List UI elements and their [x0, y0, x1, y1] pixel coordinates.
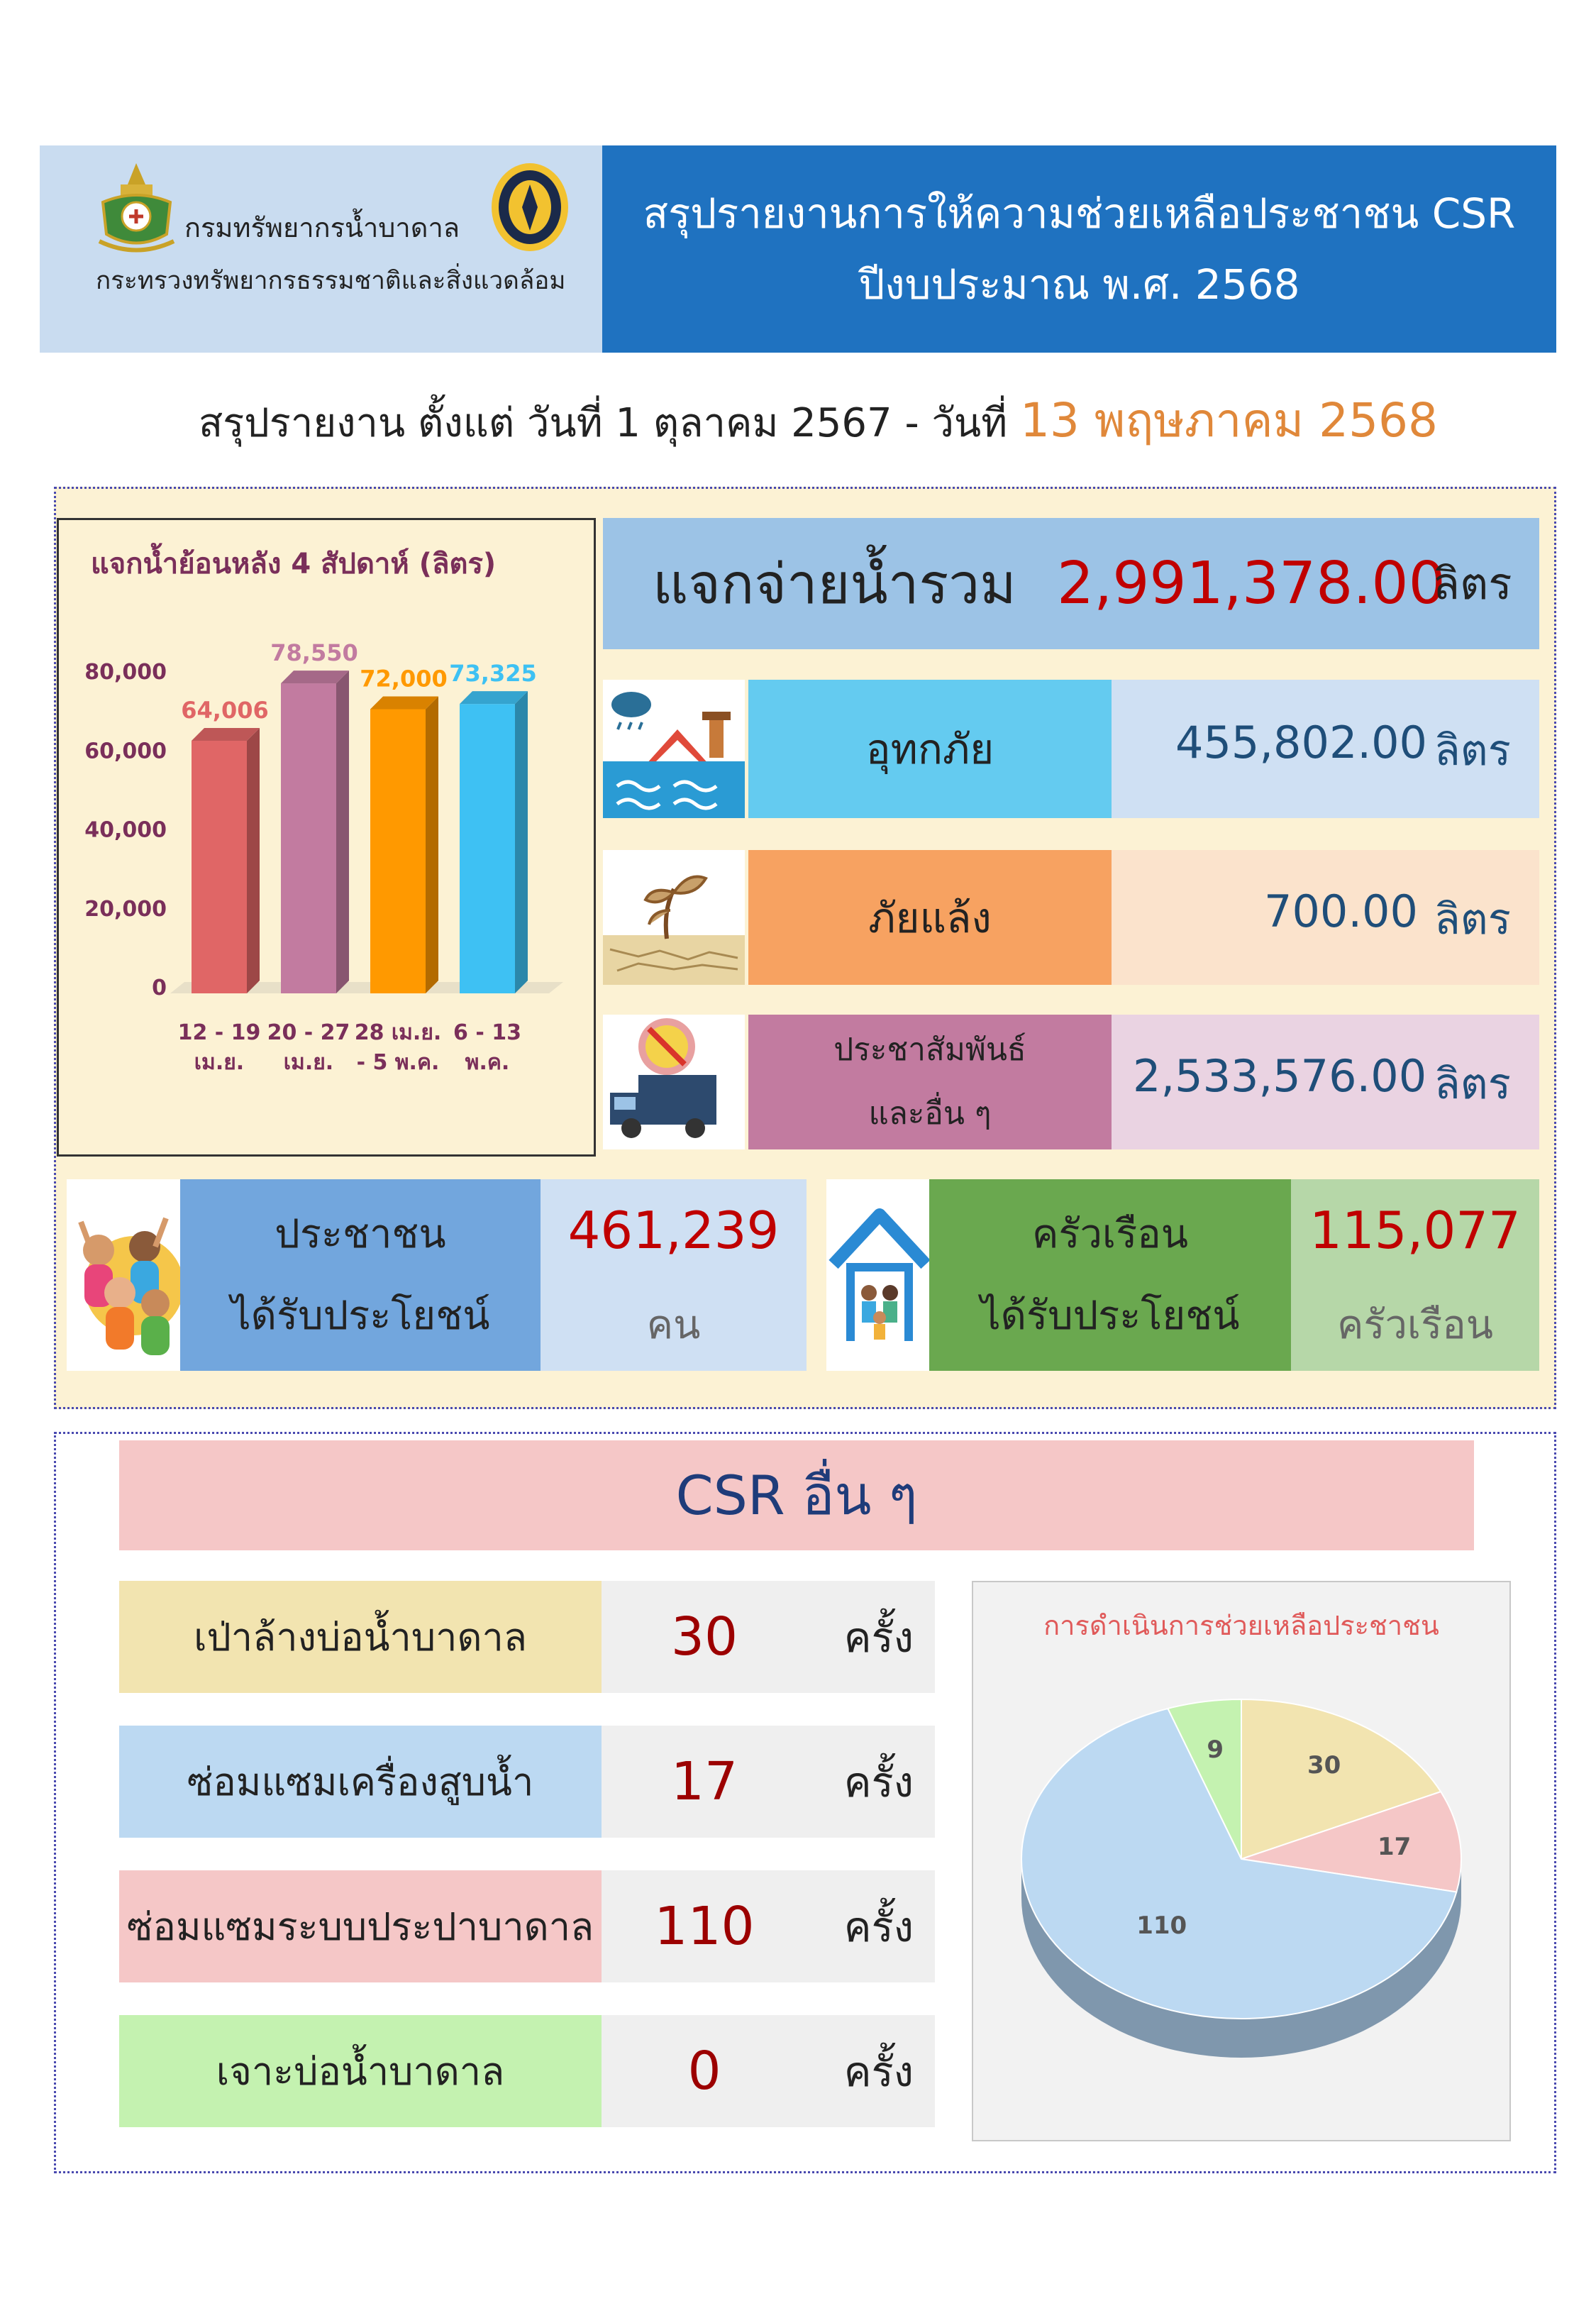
water-truck-icon-box [603, 1015, 745, 1149]
report-period-prefix: สรุปรายงาน ตั้งแต่ วันที่ 1 ตุลาคม 2567 - วันที่ [199, 400, 1008, 446]
x-tick-label: พ.ค. [465, 1050, 510, 1075]
total-distribution-row [603, 518, 1539, 649]
csr-item-value: 110 [602, 1870, 807, 1982]
drought-value: 700.00 [1264, 886, 1418, 937]
people-unit: คน [646, 1302, 701, 1348]
ministry-name: กระทรวงทรัพยากรธรรมชาติและสิ่งแวดล้อม [96, 267, 566, 295]
bar-value-label: 72,000 [360, 665, 448, 693]
household-label-line1: ครัวเรือน [1031, 1211, 1189, 1257]
people-label-line2: ได้รับประโยชน์ [231, 1293, 490, 1339]
csr-title: CSR อื่น ๆ [119, 1440, 1474, 1550]
flood-icon [603, 680, 745, 818]
department-name: กรมทรัพยากรน้ำบาดาล [184, 212, 460, 243]
fiscal-year: ปีงบประมาณ พ.ศ. 2568 [858, 260, 1300, 309]
pr-label-line2: และอื่น ๆ [868, 1096, 992, 1132]
people-icon-box [67, 1179, 180, 1371]
bar [281, 671, 349, 993]
y-tick-label: 20,000 [84, 896, 167, 922]
x-tick-label: เม.ย. [283, 1050, 334, 1075]
pie-value-label: 9 [1207, 1735, 1224, 1764]
x-tick-label: 12 - 19 [177, 1020, 261, 1045]
household-unit: ครัวเรือน [1336, 1302, 1494, 1348]
y-tick-label: 0 [152, 976, 167, 1000]
x-tick-label: 28 เม.ย. [354, 1020, 442, 1045]
pie-value-label: 30 [1307, 1751, 1341, 1780]
csr-item-label: ซ่อมแซมระบบประปาบาดาล [119, 1870, 602, 1982]
header-title-panel [602, 145, 1556, 353]
household-value-cell [1291, 1179, 1539, 1371]
household-house-icon [826, 1179, 933, 1371]
pie-chart-title: การดำเนินการช่วยเหลือประชาชน [1043, 1610, 1439, 1641]
bar [192, 728, 260, 993]
bar-side [426, 697, 438, 994]
report-period [199, 383, 1438, 458]
total-label: แจกจ่ายน้ำรวม [653, 552, 1016, 617]
people-value: 461,239 [567, 1201, 780, 1260]
y-tick-label: 60,000 [84, 739, 167, 764]
drought-unit: ลิตร [1434, 895, 1511, 944]
x-tick-label: 20 - 27 [267, 1020, 350, 1045]
chart-title: แจกน้ำย้อนหลัง 4 สัปดาห์ (ลิตร) [91, 548, 497, 580]
people-label-line1: ประชาชน [275, 1211, 446, 1257]
ministry-seal-icon [489, 160, 571, 255]
x-tick-label: - 5 พ.ค. [356, 1050, 440, 1075]
pr-value: 2,533,576.00 [1133, 1050, 1427, 1102]
flood-value-cell [1112, 680, 1539, 818]
household-label [929, 1179, 1291, 1371]
x-tick-label: เม.ย. [194, 1050, 245, 1075]
y-tick-label: 40,000 [84, 817, 167, 843]
department-emblem-icon [89, 160, 184, 259]
bar-value-label: 73,325 [449, 660, 537, 688]
flood-unit: ลิตร [1434, 726, 1511, 776]
csr-item-label: ซ่อมแซมเครื่องสูบน้ำ [119, 1726, 602, 1838]
drought-icon [603, 850, 745, 985]
drought-value-cell [1112, 850, 1539, 985]
x-tick-label: 6 - 13 [453, 1020, 521, 1045]
flood-value: 455,802.00 [1175, 717, 1427, 768]
bar-value-label: 78,550 [270, 639, 358, 667]
csr-item-value: 0 [602, 2015, 807, 2127]
bar-front [281, 683, 336, 993]
household-label-line2: ได้รับประโยชน์ [980, 1293, 1240, 1339]
pr-unit: ลิตร [1434, 1059, 1511, 1109]
csr-item-label: เจาะบ่อน้ำบาดาล [119, 2015, 602, 2127]
csr-item-label: เป่าล้างบ่อน้ำบาดาล [119, 1581, 602, 1693]
flood-label: อุทกภัย [748, 680, 1112, 818]
flood-icon-box [603, 680, 745, 818]
bar [370, 697, 438, 994]
pie-value-label: 17 [1377, 1833, 1412, 1862]
csr-item-unit: ครั้ง [807, 1870, 935, 1982]
bar-front [370, 710, 426, 994]
y-tick-label: 80,000 [84, 660, 167, 685]
people-value-cell [541, 1179, 807, 1371]
report-end-date: 13 พฤษภาคม 2568 [1019, 393, 1439, 448]
pr-label [748, 1015, 1112, 1149]
csr-item-unit: ครั้ง [807, 1726, 935, 1838]
water-truck-icon [603, 1015, 745, 1149]
csr-item-unit: ครั้ง [807, 2015, 935, 2127]
report-title: สรุปรายงานการให้ความช่วยเหลือประชาชน CSR [643, 189, 1516, 238]
csr-item-unit: ครั้ง [807, 1581, 935, 1693]
bar [460, 691, 528, 993]
csr-item-value: 30 [602, 1581, 807, 1693]
bar-front [192, 741, 247, 993]
people-crowd-icon [67, 1179, 180, 1371]
drought-label: ภัยแล้ง [748, 850, 1112, 985]
pie-value-label: 110 [1136, 1911, 1187, 1941]
total-unit: ลิตร [1433, 557, 1512, 609]
pr-value-cell [1112, 1015, 1539, 1149]
csr-item-value: 17 [602, 1726, 807, 1838]
bar-side [247, 728, 260, 993]
bar-value-label: 64,006 [181, 696, 269, 724]
people-label [180, 1179, 541, 1371]
bar-side [515, 691, 528, 993]
household-icon-box [826, 1179, 933, 1371]
household-value: 115,077 [1309, 1201, 1521, 1260]
total-value: 2,991,378.00 [1057, 550, 1446, 617]
pr-label-line1: ประชาสัมพันธ์ [833, 1032, 1026, 1068]
bar-chart-canvas [64, 624, 589, 1093]
bar-front [460, 704, 515, 993]
pie-chart-canvas [979, 1667, 1504, 2122]
drought-icon-box [603, 850, 745, 985]
bar-side [336, 671, 349, 993]
